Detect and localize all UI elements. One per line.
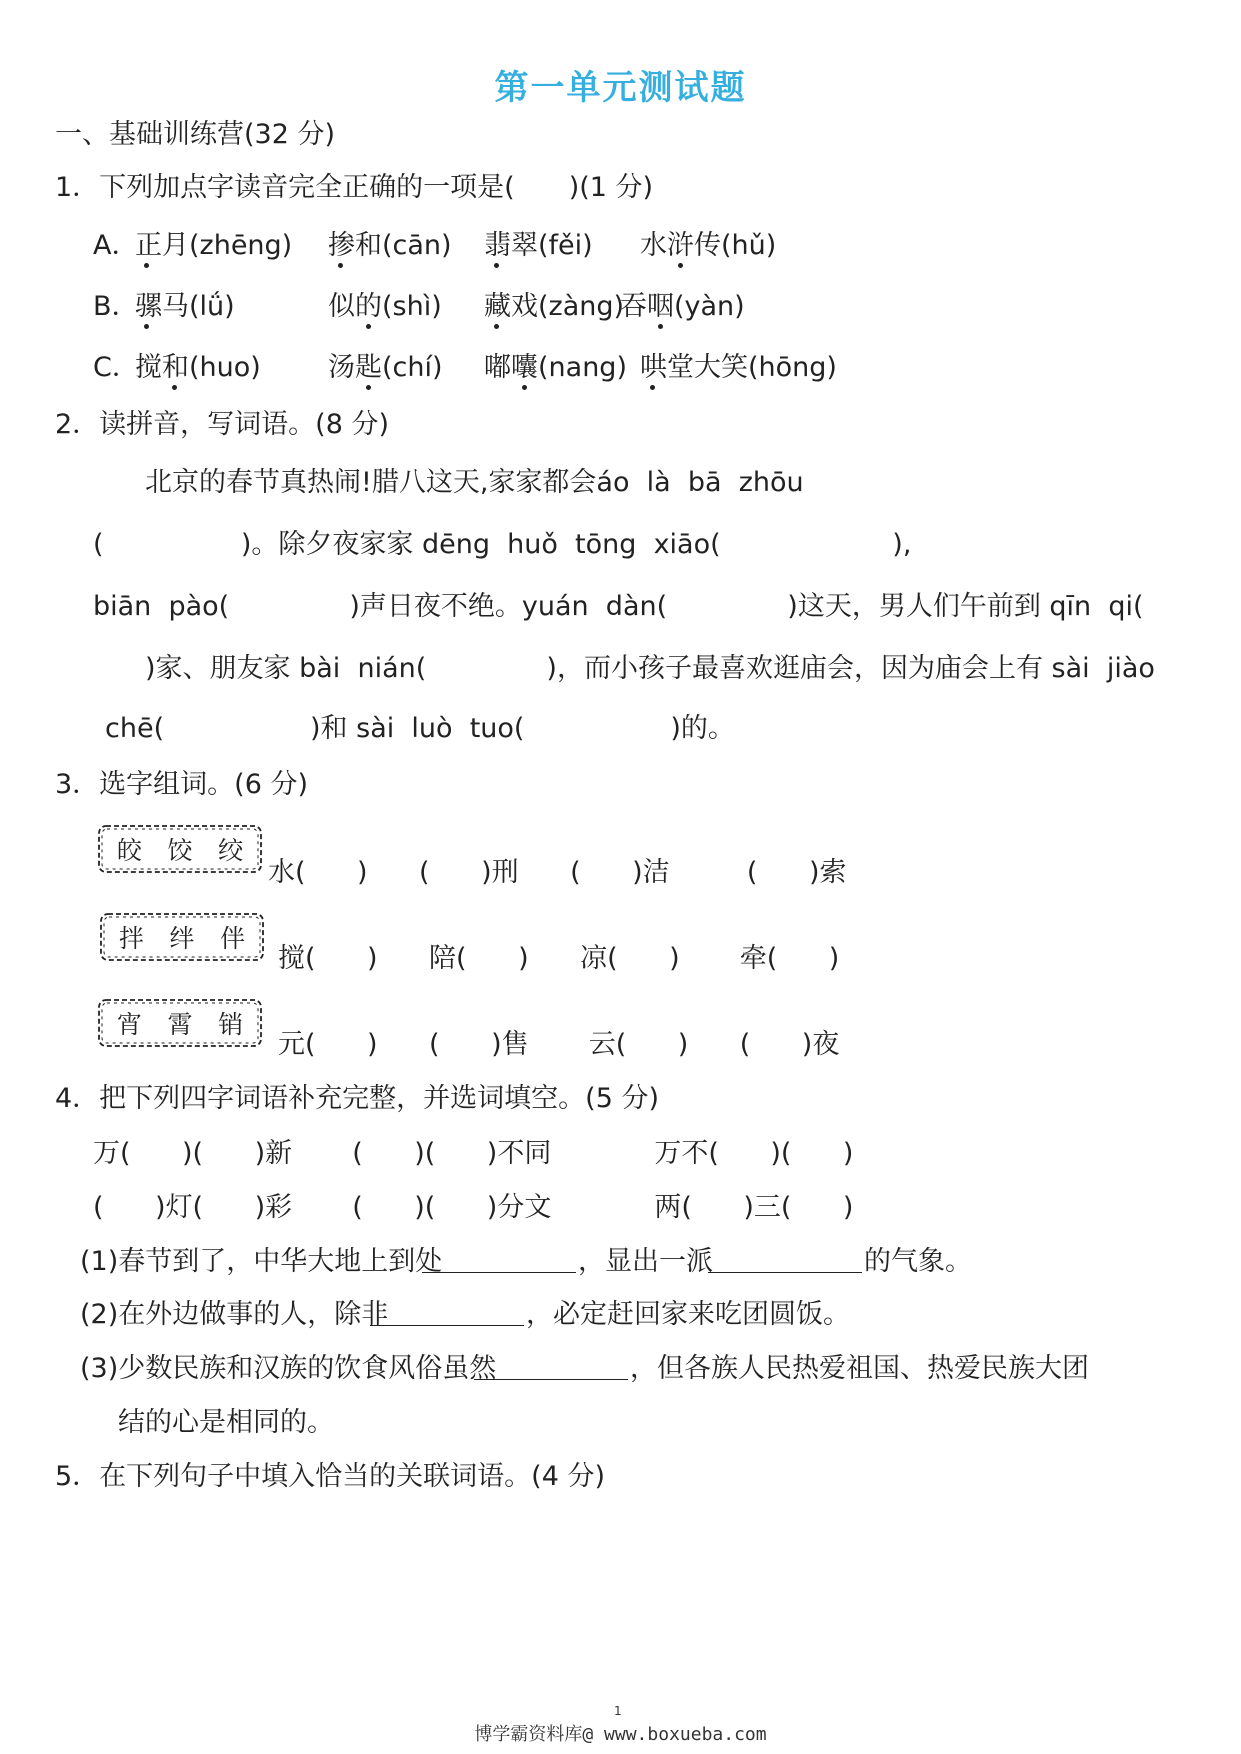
question-4-prompt: 4．把下列四字词语补充完整，并选词填空。(5 分) (55, 1083, 660, 1114)
sentence-part: 的气象。 (864, 1246, 972, 1277)
page-title: 第一单元测试题 (494, 68, 747, 108)
fill-in-line: 水( ) ( )刑 ( )洁 ( )索 (268, 857, 847, 888)
emphasis-dot (144, 324, 149, 329)
sentence-part: (1)春节到了，中华大地上到处 (80, 1246, 443, 1277)
character-choice-box (98, 910, 266, 964)
sentence-part: 结的心是相同的。 (118, 1407, 334, 1438)
emphasis-dot (522, 385, 527, 390)
choice-char: 销 (218, 1010, 244, 1039)
option-a-item: 掺和(cān) (328, 230, 452, 261)
question-1-prompt: 1．下列加点字读音完全正确的一项是( )(1 分) (55, 172, 654, 203)
emphasis-dot (494, 263, 499, 268)
passage-line: biān pào( )声日夜不绝。yuán dàn( )这天，男人们午前到 qīn qi( (93, 591, 1144, 622)
question-2-prompt: 2．读拼音，写词语。(8 分) (55, 409, 390, 440)
passage-line: ( )。除夕夜家家 dēng huǒ tōng xiāo( ), (93, 529, 912, 560)
option-b-item: 吞咽(yàn) (620, 291, 745, 322)
option-c-label: C． (93, 352, 139, 383)
passage-line: )家、朋友家 bài nián( )，而小孩子最喜欢逛庙会，因为庙会上有 sài jiào (145, 653, 1155, 684)
option-b-label: B． (93, 291, 139, 322)
option-b-item: 藏戏(zàng) (484, 291, 625, 322)
question-3-prompt: 3．选字组词。(6 分) (55, 769, 309, 800)
character-choice-box (96, 996, 264, 1050)
character-choice-box (96, 822, 264, 876)
idiom-row: ( )灯( )彩 ( )( )分文 两( )三( ) (93, 1192, 854, 1223)
option-c-item: 嘟囔(nang) (484, 352, 627, 383)
choice-char: 饺 (167, 836, 193, 865)
choice-char: 绞 (218, 836, 244, 865)
sentence-part: ，显出一派 (578, 1246, 713, 1277)
option-a-label: A． (93, 230, 139, 261)
section-heading: 一、基础训练营(32 分) (55, 119, 336, 150)
emphasis-dot (172, 385, 177, 390)
question-5-prompt: 5．在下列句子中填入恰当的关联词语。(4 分) (55, 1461, 606, 1492)
passage-line: 北京的春节真热闹!腊八这天,家家都会áo là bā zhōu (145, 467, 804, 498)
option-b-item: 似的(shì) (328, 291, 442, 322)
choice-char: 霄 (167, 1010, 193, 1039)
sentence-part: ，必定赶回家来吃团圆饭。 (526, 1299, 850, 1330)
sentence-part: (2)在外边做事的人，除非 (80, 1299, 389, 1330)
answer-blank[interactable] (708, 1272, 862, 1273)
emphasis-dot (366, 324, 371, 329)
choice-char: 皎 (116, 836, 142, 865)
answer-blank[interactable] (370, 1325, 524, 1326)
choice-char: 宵 (116, 1010, 142, 1039)
option-b-item: 骡马(lǘ) (135, 291, 235, 322)
passage-line: chē( )和 sài luò tuo( )的。 (105, 713, 735, 744)
emphasis-dot (650, 385, 655, 390)
option-a-item: 水浒传(hǔ) (640, 230, 777, 261)
emphasis-dot (338, 263, 343, 268)
option-a-item: 翡翠(fěi) (484, 230, 593, 261)
fill-in-line: 搅( ) 陪( ) 凉( ) 牵( ) (278, 943, 840, 974)
sentence-part: (3)少数民族和汉族的饮食风俗虽然 (80, 1353, 497, 1384)
fill-in-line: 元( ) ( )售 云( ) ( )夜 (278, 1029, 840, 1060)
sentence-part: ，但各族人民热爱祖国、热爱民族大团 (630, 1353, 1089, 1384)
option-c-item: 哄堂大笑(hōng) (640, 352, 837, 383)
emphasis-dot (144, 263, 149, 268)
choice-char: 绊 (169, 924, 195, 953)
answer-blank[interactable] (474, 1379, 628, 1380)
emphasis-dot (366, 385, 371, 390)
option-c-item: 汤匙(chí) (328, 352, 443, 383)
choice-char: 拌 (118, 924, 144, 953)
option-a-item: 正月(zhēng) (135, 230, 293, 261)
footer-watermark: 博学霸资料库@ www.boxueba.com (474, 1724, 767, 1745)
idiom-row: 万( )( )新 ( )( )不同 万不( )( ) (93, 1138, 854, 1169)
emphasis-dot (494, 324, 499, 329)
emphasis-dot (678, 263, 683, 268)
emphasis-dot (658, 324, 663, 329)
option-c-item: 搅和(huo) (135, 352, 261, 383)
choice-char: 伴 (220, 924, 246, 953)
answer-blank[interactable] (422, 1272, 576, 1273)
page-number: 1 (614, 1704, 622, 1718)
